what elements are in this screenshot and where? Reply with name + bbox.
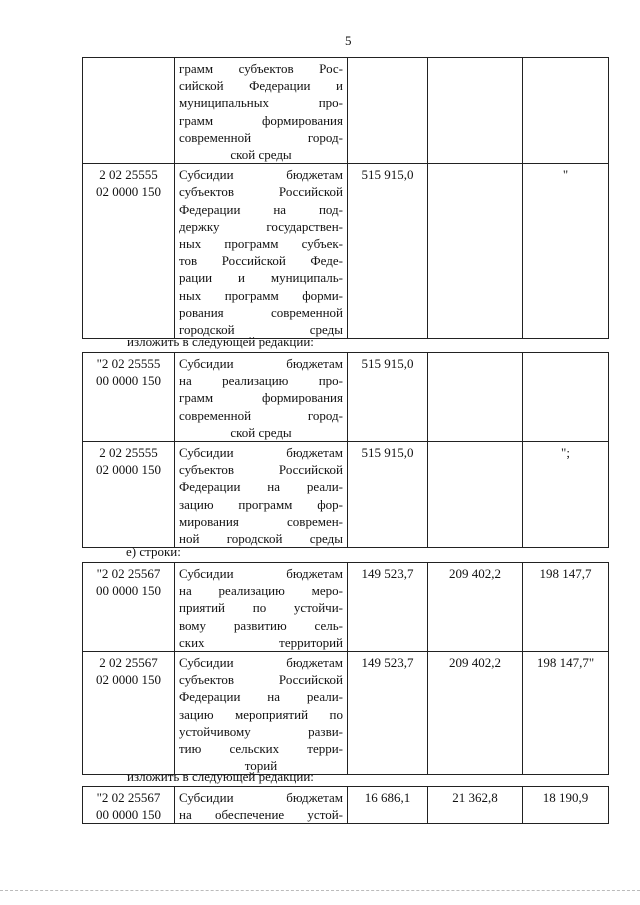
amount-cell-1: 515 915,0 bbox=[348, 442, 428, 548]
amount-cell-3: 198 147,7 bbox=[523, 563, 609, 652]
amount-cell-1: 149 523,7 bbox=[348, 563, 428, 652]
description-line: Субсидии бюджетам bbox=[179, 566, 343, 581]
page-bottom-edge bbox=[0, 890, 640, 891]
amount-cell-3: 18 190,9 bbox=[523, 787, 609, 824]
amount-cell-2 bbox=[428, 58, 523, 164]
description-line: муниципальных про- bbox=[179, 95, 343, 111]
description-line: торий bbox=[244, 758, 278, 774]
description-line: ских территорий bbox=[179, 634, 343, 650]
description-line: грамм формирования bbox=[179, 390, 343, 406]
description-cell bbox=[175, 353, 348, 442]
description-line: Субсидии бюджетам bbox=[179, 167, 343, 183]
table-row bbox=[83, 563, 609, 652]
description-line: грамм формирования bbox=[179, 112, 343, 128]
amount-cell-2 bbox=[428, 442, 523, 548]
budget-table-3 bbox=[82, 562, 609, 775]
budget-code-cell: 2 02 25555 02 0000 150 bbox=[83, 164, 175, 339]
description-line: зацию мероприятий по bbox=[179, 706, 343, 722]
description-line: ных программ форми- bbox=[179, 287, 343, 303]
description-line: Субсидии бюджетам bbox=[179, 356, 343, 371]
description-line: на реализацию про- bbox=[179, 373, 343, 389]
amount-cell-3: "; bbox=[523, 442, 609, 548]
description-line: тию сельских терри- bbox=[179, 741, 343, 757]
description-cell bbox=[175, 787, 348, 824]
description-line: ной городской среды bbox=[179, 531, 343, 547]
budget-table-1 bbox=[82, 57, 609, 339]
description-line: Субсидии бюджетам bbox=[179, 445, 343, 461]
description-line: субъектов Российской bbox=[179, 672, 343, 688]
description-line: на реализацию меро- bbox=[179, 583, 343, 599]
amount-cell-3 bbox=[523, 58, 609, 164]
description-line: вому развитию сель- bbox=[179, 617, 343, 633]
amount-cell-1: 149 523,7 bbox=[348, 652, 428, 775]
description-cell bbox=[175, 164, 348, 339]
table-row bbox=[83, 58, 609, 164]
description-line: субъектов Российской bbox=[179, 462, 343, 478]
description-cell bbox=[175, 442, 348, 548]
budget-code-cell: "2 02 25555 00 0000 150 bbox=[83, 353, 175, 442]
description-line: рования современной bbox=[179, 304, 343, 320]
description-line: Федерации на реали- bbox=[179, 689, 343, 705]
description-line: тов Российской Феде- bbox=[179, 253, 343, 269]
description-line: держку государствен- bbox=[179, 218, 343, 234]
description-line: современной город- bbox=[179, 407, 343, 423]
description-cell bbox=[175, 563, 348, 652]
description-line: Субсидии бюджетам bbox=[179, 790, 343, 805]
description-line: ской среды bbox=[230, 424, 292, 440]
amount-cell-3: 198 147,7" bbox=[523, 652, 609, 775]
description-line: на обеспечение устой- bbox=[179, 807, 343, 823]
amount-cell-2: 209 402,2 bbox=[428, 563, 523, 652]
description-line: Субсидии бюджетам bbox=[179, 655, 343, 671]
budget-code-cell: "2 02 25567 00 0000 150 bbox=[83, 787, 175, 824]
description-line: мирования современ- bbox=[179, 513, 343, 529]
budget-code-cell bbox=[83, 58, 175, 164]
table-row bbox=[83, 164, 609, 339]
page-number: 5 bbox=[345, 33, 352, 48]
budget-table-4 bbox=[82, 786, 609, 824]
table-row bbox=[83, 787, 609, 824]
description-line: Федерации на под- bbox=[179, 201, 343, 217]
caption-new-edition-2: изложить в следующей редакции: bbox=[127, 769, 314, 784]
description-line: ской среды bbox=[230, 147, 292, 163]
table-row bbox=[83, 442, 609, 548]
description-line: устойчивому разви- bbox=[179, 723, 343, 739]
amount-cell-2: 21 362,8 bbox=[428, 787, 523, 824]
amount-cell-3 bbox=[523, 353, 609, 442]
amount-cell-3: " bbox=[523, 164, 609, 339]
amount-cell-2 bbox=[428, 164, 523, 339]
description-line: Федерации на реали- bbox=[179, 479, 343, 495]
table-row bbox=[83, 652, 609, 775]
amount-cell-1: 515 915,0 bbox=[348, 353, 428, 442]
description-line: сийской Федерации и bbox=[179, 78, 343, 94]
description-line: зацию программ фор- bbox=[179, 496, 343, 512]
description-line: городской среды bbox=[179, 322, 343, 338]
description-line: современной город- bbox=[179, 129, 343, 145]
description-line: приятий по устойчи- bbox=[179, 600, 343, 616]
description-line: ных программ субъек- bbox=[179, 236, 343, 252]
description-line: грамм субъектов Рос- bbox=[179, 61, 343, 76]
caption-rows-e: е) строки: bbox=[126, 544, 181, 559]
budget-code-cell: "2 02 25567 00 0000 150 bbox=[83, 563, 175, 652]
description-cell bbox=[175, 58, 348, 164]
amount-cell-1: 515 915,0 bbox=[348, 164, 428, 339]
description-cell bbox=[175, 652, 348, 775]
amount-cell-2: 209 402,2 bbox=[428, 652, 523, 775]
table-row bbox=[83, 353, 609, 442]
description-line: рации и муниципаль- bbox=[179, 270, 343, 286]
budget-code-cell: 2 02 25567 02 0000 150 bbox=[83, 652, 175, 775]
amount-cell-2 bbox=[428, 353, 523, 442]
amount-cell-1: 16 686,1 bbox=[348, 787, 428, 824]
amount-cell-1 bbox=[348, 58, 428, 164]
budget-code-cell: 2 02 25555 02 0000 150 bbox=[83, 442, 175, 548]
budget-table-2 bbox=[82, 352, 609, 548]
description-line: субъектов Российской bbox=[179, 184, 343, 200]
caption-new-edition-1: изложить в следующей редакции: bbox=[127, 334, 314, 349]
